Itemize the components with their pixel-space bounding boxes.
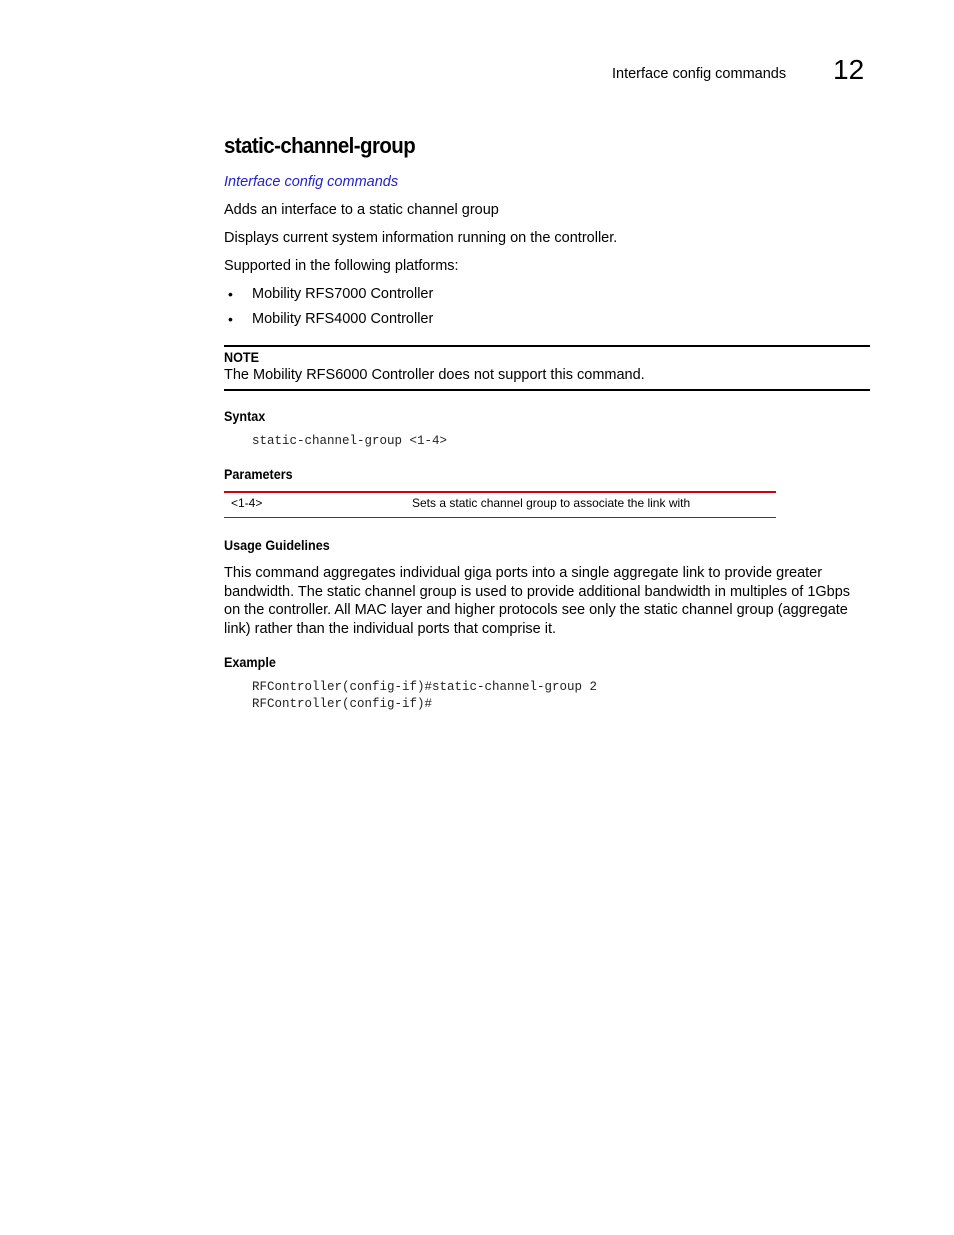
chapter-number: 12 (833, 54, 865, 85)
note-text: The Mobility RFS6000 Controller does not support this command. (224, 367, 645, 383)
example-code-line: RFController(config-if)# (252, 697, 433, 711)
breadcrumb-link[interactable]: Interface config commands (224, 174, 399, 190)
parameter-name: <1-4> (231, 496, 263, 510)
running-header-section: Interface config commands (612, 66, 787, 82)
parameters-table-top-rule (224, 491, 776, 493)
example-heading: Example (224, 654, 276, 670)
description-line: Supported in the following platforms: (224, 258, 459, 274)
usage-heading: Usage Guidelines (224, 537, 330, 553)
bullet-icon: • (228, 311, 233, 327)
page-title: static-channel-group (224, 133, 416, 158)
description-line: Displays current system information running on the controller. (224, 230, 618, 246)
parameters-table-bottom-rule (224, 517, 776, 518)
description-line: Adds an interface to a static channel group (224, 202, 499, 218)
usage-text: This command aggregates individual giga ports into a single aggregate link to provide greater bandwidth. The static channel group is used to provide additional bandwidth in multiples of 1Gbps on the controller. All MAC layer and higher protocols see only the static channel group (aggregate link) rather than the individual ports that comprise it. (224, 565, 851, 637)
parameter-description: Sets a static channel group to associate the link with (412, 496, 691, 510)
platform-item: Mobility RFS7000 Controller (252, 286, 434, 302)
platform-item: Mobility RFS4000 Controller (252, 311, 434, 327)
example-code-line: RFController(config-if)#static-channel-group 2 (252, 680, 598, 694)
syntax-code: static-channel-group <1-4> (252, 434, 448, 448)
note-label: NOTE (224, 349, 260, 365)
syntax-heading: Syntax (224, 408, 266, 424)
note-top-rule (224, 345, 870, 347)
note-bottom-rule (224, 389, 870, 391)
bullet-icon: • (228, 286, 233, 302)
parameters-heading: Parameters (224, 466, 293, 482)
